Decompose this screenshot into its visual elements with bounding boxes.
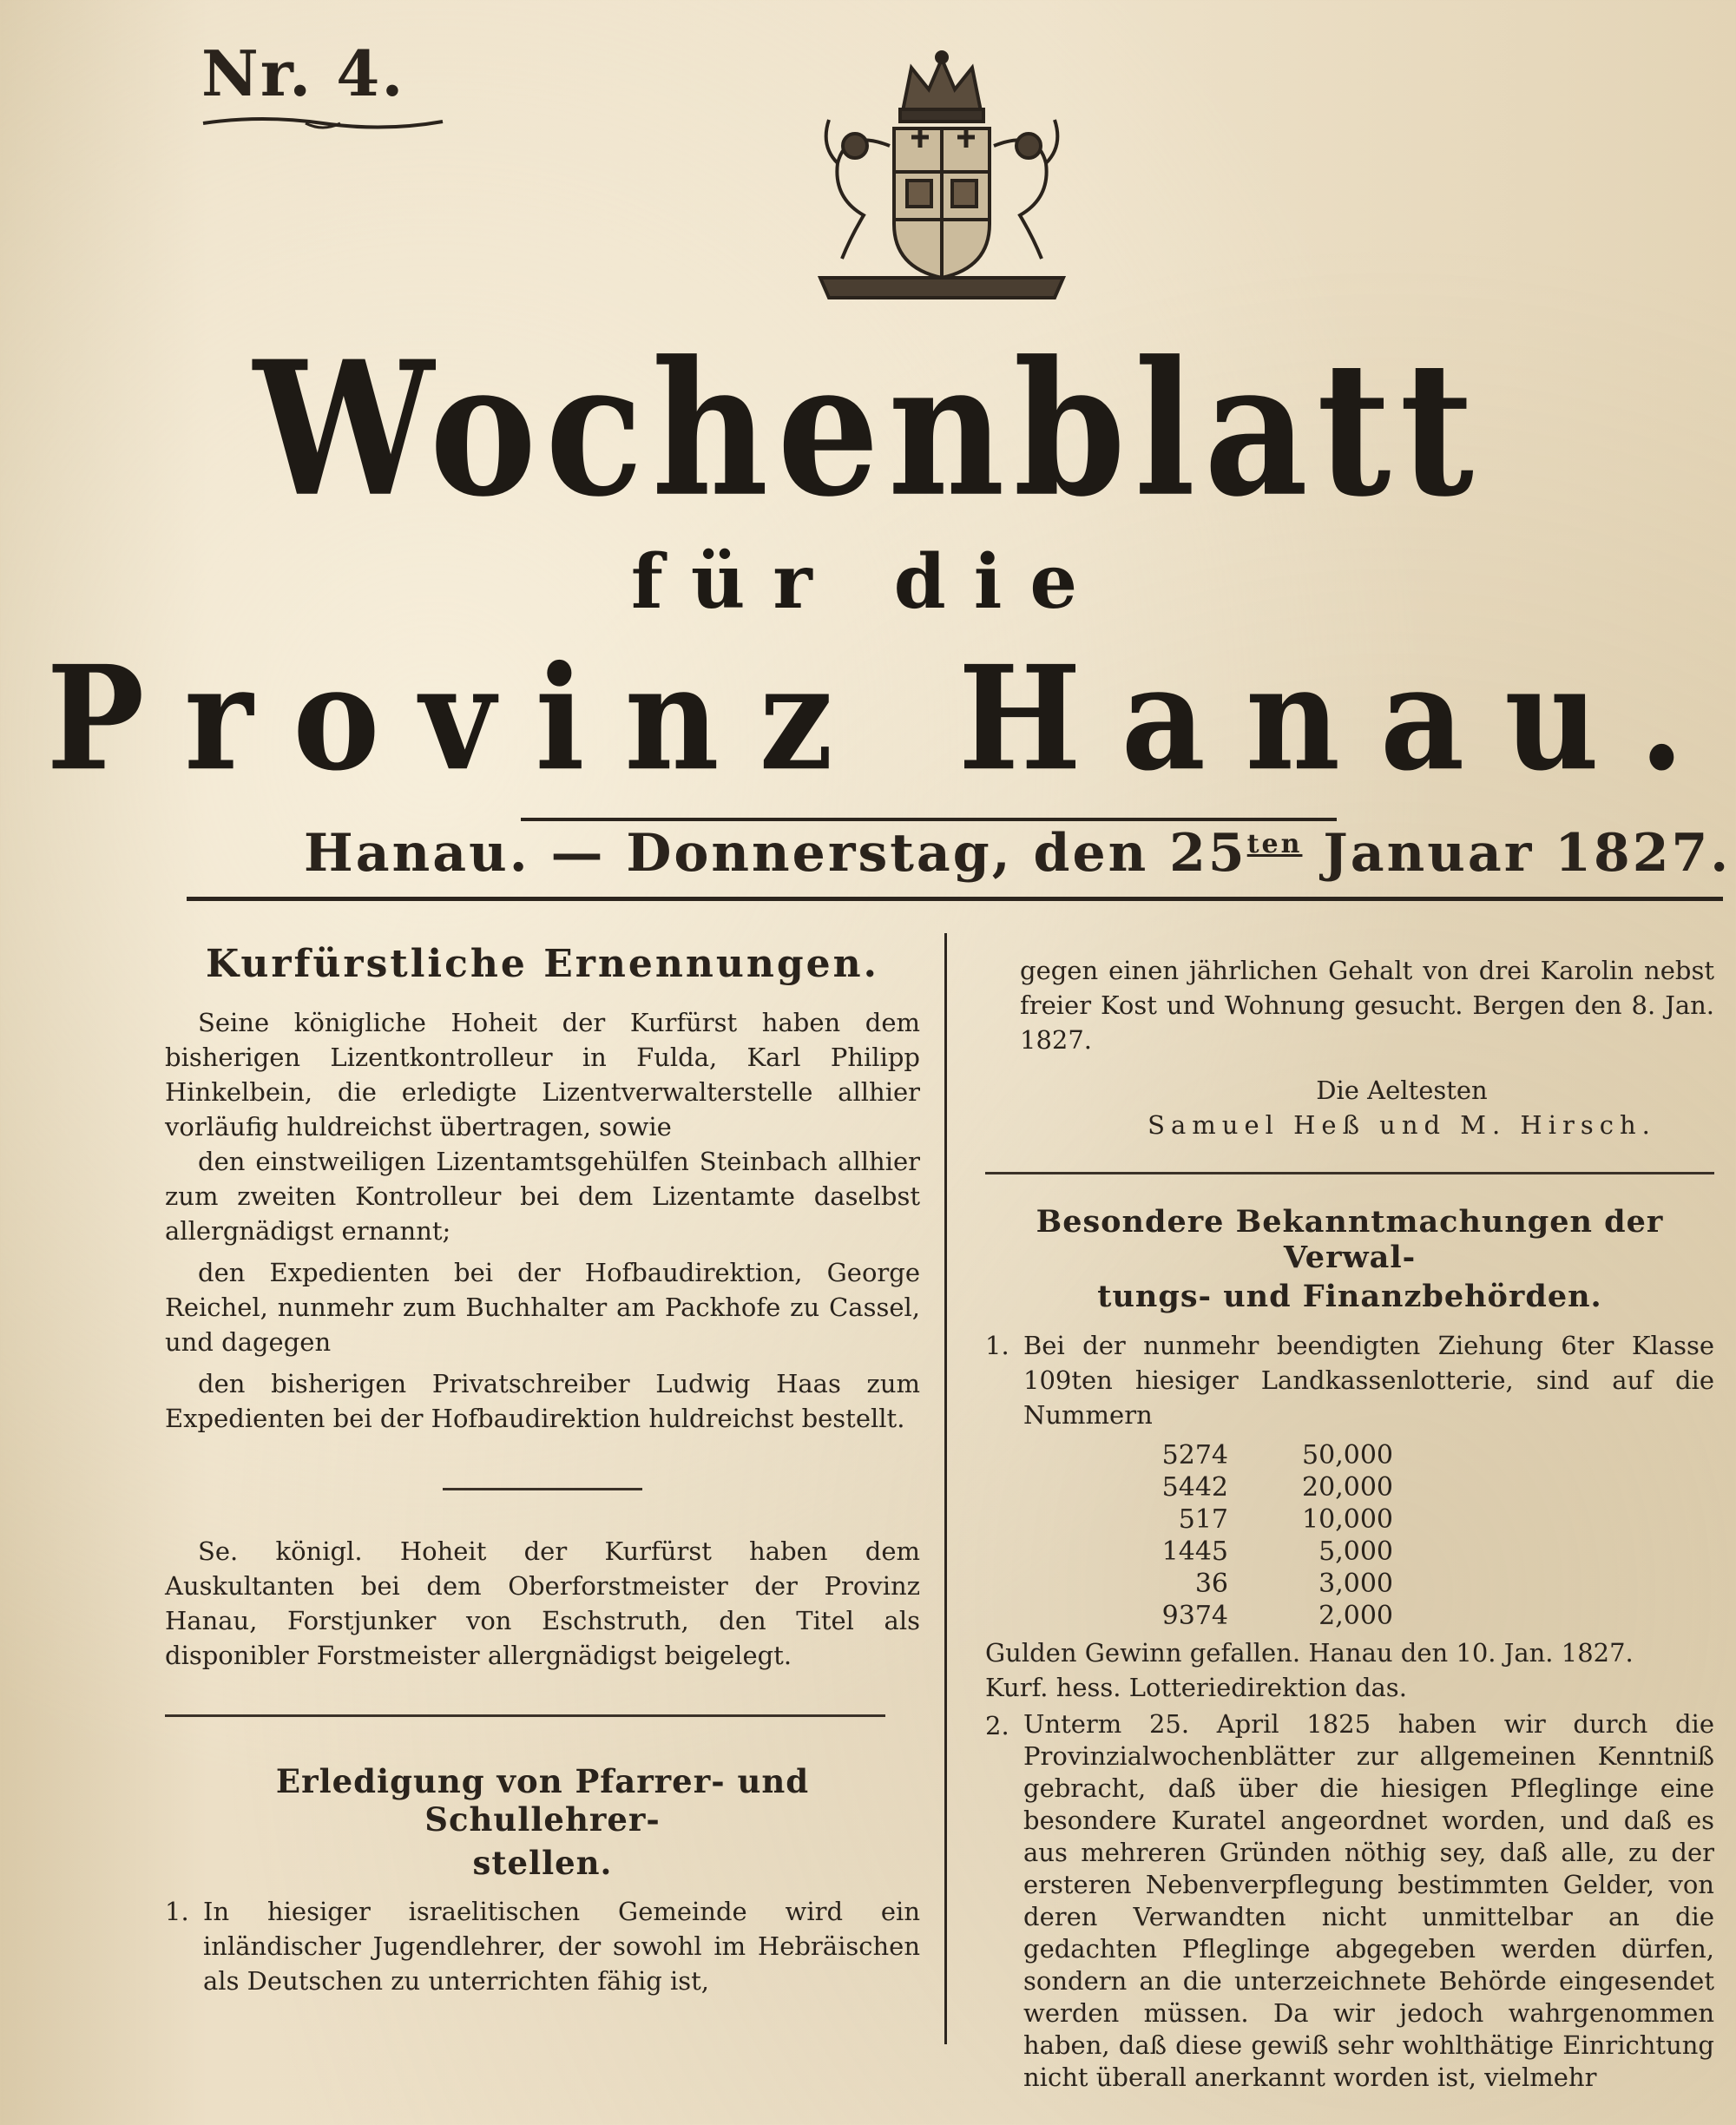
left-column [165,942,920,1998]
number-underline-flourish [201,111,444,134]
lottery-amount: 2,000 [1318,1601,1393,1631]
lottery-number: 36 [1194,1569,1228,1599]
lottery-amount: 5,000 [1318,1536,1393,1567]
coat-of-arms-emblem [803,50,1081,302]
newspaper-subtitle: für die [630,538,1106,626]
lottery-number: 5442 [1161,1472,1228,1503]
lottery-row [1115,1536,1714,1568]
column-divider-bottom [944,1819,947,2044]
heading-appointments: Kurfürstliche Ernennungen. [206,942,879,986]
lottery-amount: 10,000 [1302,1504,1393,1535]
separator-line [443,1488,642,1490]
masthead-rule-short [521,818,1337,821]
heading-vacancies: Erledigung von Pfarrer- und Schullehrer- [275,1762,810,1839]
appointment-paragraph-3: den Expedienten bei der Hofbaudirektion, George Reichel, nunmehr zum Buchhalter am Packhofe zu Cassel, und dagegen [165,1258,920,1357]
lottery-number: 5274 [1161,1440,1228,1470]
vacancy-item-text: In hiesiger israelitischen Gemeinde wird ein inländischer Jugendlehrer, der sowohl im Hebräischen als Deutschen zu unterrichten fähig ist, [203,1897,920,1996]
right-column [985,953,1714,2094]
vacancy-continuation: gegen einen jährlichen Gehalt von drei Karolin nebst freier Kost und Wohnung gesucht. Bergen den 8. Jan. 1827. [1020,956,1714,1055]
section-rule-right [985,1172,1714,1174]
appointment-paragraph-2: den einstweiligen Lizentamtsgehülfen Steinbach allhier zum zweiten Kontrolleur bei dem Lizentamte daselbst allergnädigst ernannt; [165,1147,920,1246]
announcement-item-2 [985,1708,1714,2094]
newspaper-province: Provinz Hanau. [46,635,1725,803]
lottery-amount: 3,000 [1318,1569,1393,1599]
lottery-table [985,1439,1714,1632]
dateline [304,823,1731,884]
announcement-item-2-number: 2. [985,1711,1009,1740]
lottery-result-text: Gulden Gewinn gefallen. Hanau den 10. Jan. 1827. [985,1638,1634,1668]
vacancy-item-1 [165,1894,920,1998]
lottery-row [1115,1600,1714,1632]
announcement-item-1-number: 1. [985,1331,1009,1360]
lottery-row [1115,1568,1714,1600]
dateline-main: Hanau. — Donnerstag, den 25 [304,823,1247,884]
announcement-item-2-text: Unterm 25. April 1825 haben wir durch die Provinzialwochenblätter zur allgemeinen Kenntniß gebracht, daß über die hiesigen Pfleglinge eine besondere Kuratel angeordnet worden, und daß es aus mehreren Gründen nöthig sey, daß alle, zu der ersteren Nebenverpflegung bestimmten Gelder, von deren Verwandten nicht unmittelbar an die gedachten Pfleglinge abgegeben werden dürfen, sondern an die unterzeichnete Behörde eingesendet werden müssen. Da wir jedoch wahrgenommen haben, daß diese gewiß sehr wohlthätige Einrichtung nicht überall anerkannt worden ist, vielmehr [1023,1709,1714,2092]
column-divider-top [944,933,947,1819]
lottery-number: 9374 [1161,1601,1228,1631]
heading-vacancies-cont: stellen. [472,1844,613,1882]
lottery-signature: Kurf. hess. Lotteriedirektion das. [985,1673,1407,1702]
section-rule [165,1714,885,1717]
issue-number: Nr. 4. [201,36,405,110]
appointment-paragraph-4: den bisherigen Privatschreiber Ludwig Haas zum Expedienten bei der Hofbaudirektion huldreichst bestellt. [165,1369,920,1433]
announcement-item-1 [985,1328,1714,1432]
vacancy-item-number: 1. [165,1897,189,1926]
heading-announcements-cont: tungs- und Finanzbehörden. [1097,1279,1602,1314]
lottery-number: 517 [1178,1504,1228,1535]
appointment-paragraph-5: Se. königl. Hoheit der Kurfürst haben dem Auskultanten bei dem Oberforstmeister der Provinz Hanau, Forstjunker von Eschstruth, den Titel als disponibler Forstmeister allergnädigst beigelegt. [165,1536,920,1670]
lottery-amount: 20,000 [1302,1472,1393,1503]
masthead-rule-long [187,897,1723,901]
lottery-row [1115,1503,1714,1536]
lottery-number: 1445 [1161,1536,1228,1567]
dateline-sup: ten [1246,829,1303,859]
appointment-paragraph-1: Seine königliche Hoheit der Kurfürst haben dem bisherigen Lizentkontrolleur in Fulda, Karl Philipp Hinkelbein, die erledigte Lizentverwalterstelle allhier vorläufig huldreichst übertragen, sowie [165,1008,920,1141]
newspaper-title: Wochenblatt [253,319,1483,538]
lottery-row [1115,1471,1714,1503]
heading-announcements: Besondere Bekanntmachungen der Verwal- [1036,1204,1664,1275]
lottery-amount: 50,000 [1302,1440,1393,1470]
dateline-end: Januar 1827. [1302,823,1732,884]
lottery-row [1115,1439,1714,1471]
announcement-item-1-text: Bei der nunmehr beendigten Ziehung 6ter Klasse 109ten hiesiger Landkassenlotterie, sind auf die Nummern [1023,1331,1714,1430]
signature-elders-names: Samuel Heß und M. Hirsch. [1147,1110,1656,1140]
signature-elders-title: Die Aeltesten [1316,1076,1488,1105]
